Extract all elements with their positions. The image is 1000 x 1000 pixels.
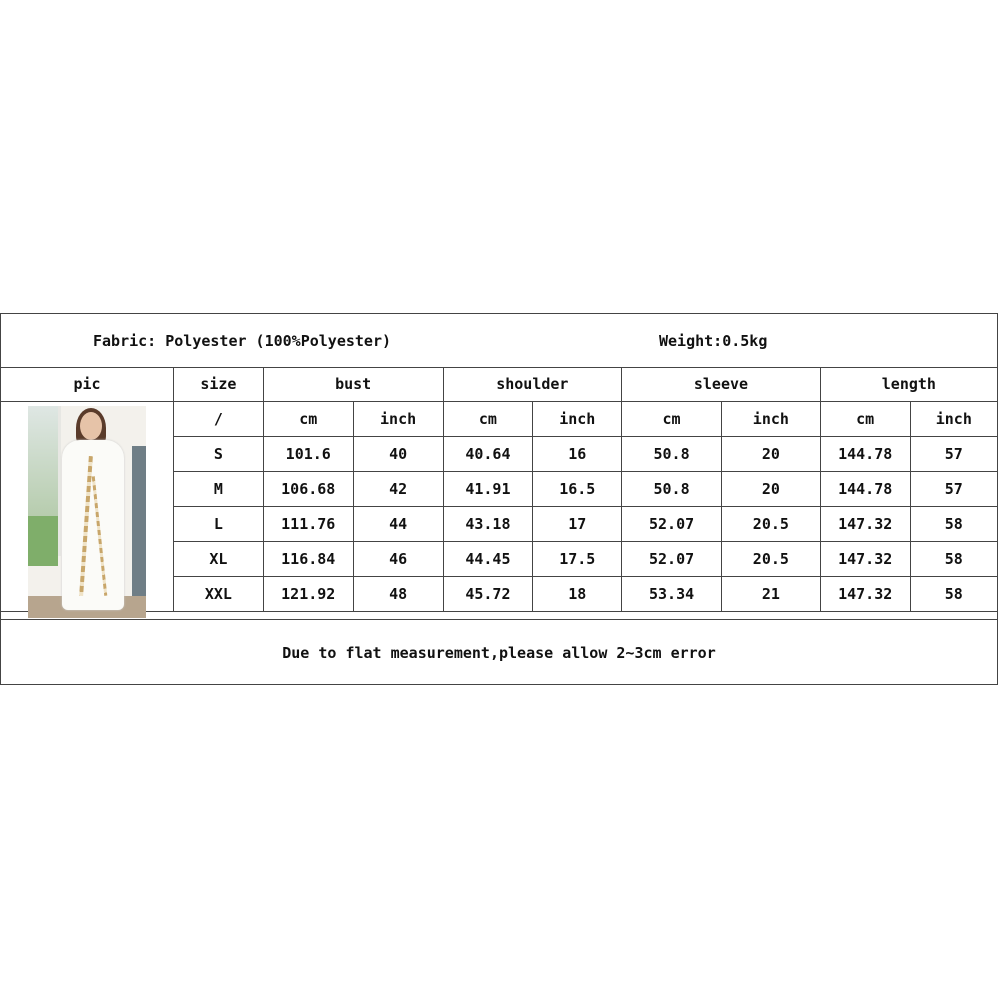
table-cell: 43.18 bbox=[443, 506, 533, 541]
table-cell: 58 bbox=[910, 506, 997, 541]
unit-cell: inch bbox=[721, 401, 820, 436]
product-photo-cell bbox=[1, 401, 174, 611]
table-cell: 20 bbox=[721, 471, 820, 506]
size-cell: XXL bbox=[174, 576, 264, 611]
size-cell: M bbox=[174, 471, 264, 506]
size-cell: L bbox=[174, 506, 264, 541]
column-header-length: length bbox=[820, 368, 997, 401]
table-cell: 144.78 bbox=[820, 471, 910, 506]
table-cell: 52.07 bbox=[622, 506, 722, 541]
table-cell: 111.76 bbox=[263, 506, 353, 541]
unit-row bbox=[1, 401, 997, 436]
unit-cell: cm bbox=[622, 401, 722, 436]
table-cell: 48 bbox=[353, 576, 443, 611]
unit-cell: cm bbox=[820, 401, 910, 436]
table-cell: 44.45 bbox=[443, 541, 533, 576]
table-cell: 144.78 bbox=[820, 436, 910, 471]
table-cell: 40.64 bbox=[443, 436, 533, 471]
table-cell: 16 bbox=[533, 436, 622, 471]
table-cell: 57 bbox=[910, 471, 997, 506]
header-row bbox=[1, 368, 997, 401]
table-cell: 147.32 bbox=[820, 576, 910, 611]
table-cell: 53.34 bbox=[622, 576, 722, 611]
size-chart bbox=[0, 313, 998, 685]
table-cell: 20.5 bbox=[721, 541, 820, 576]
size-table bbox=[1, 368, 997, 612]
table-cell: 57 bbox=[910, 436, 997, 471]
table-cell: 50.8 bbox=[622, 436, 722, 471]
table-cell: 20.5 bbox=[721, 506, 820, 541]
unit-cell: / bbox=[174, 401, 264, 436]
product-photo bbox=[28, 406, 146, 618]
table-cell: 17.5 bbox=[533, 541, 622, 576]
column-header-pic: pic bbox=[1, 368, 174, 401]
unit-cell: cm bbox=[443, 401, 533, 436]
table-cell: 52.07 bbox=[622, 541, 722, 576]
table-cell: 44 bbox=[353, 506, 443, 541]
table-cell: 42 bbox=[353, 471, 443, 506]
table-cell: 58 bbox=[910, 541, 997, 576]
unit-cell: inch bbox=[910, 401, 997, 436]
unit-cell: inch bbox=[353, 401, 443, 436]
fabric-label: Fabric: Polyester (100%Polyester) bbox=[93, 332, 392, 350]
measurement-note: Due to flat measurement,please allow 2~3cm error bbox=[1, 619, 997, 685]
table-cell: 20 bbox=[721, 436, 820, 471]
table-cell: 45.72 bbox=[443, 576, 533, 611]
table-cell: 106.68 bbox=[263, 471, 353, 506]
table-cell: 147.32 bbox=[820, 541, 910, 576]
column-header-bust: bust bbox=[263, 368, 443, 401]
table-cell: 41.91 bbox=[443, 471, 533, 506]
table-cell: 16.5 bbox=[533, 471, 622, 506]
column-header-sleeve: sleeve bbox=[622, 368, 821, 401]
table-cell: 147.32 bbox=[820, 506, 910, 541]
table-cell: 121.92 bbox=[263, 576, 353, 611]
table-cell: 21 bbox=[721, 576, 820, 611]
table-cell: 58 bbox=[910, 576, 997, 611]
table-cell: 116.84 bbox=[263, 541, 353, 576]
column-header-shoulder: shoulder bbox=[443, 368, 622, 401]
unit-cell: cm bbox=[263, 401, 353, 436]
table-cell: 50.8 bbox=[622, 471, 722, 506]
table-cell: 18 bbox=[533, 576, 622, 611]
table-cell: 101.6 bbox=[263, 436, 353, 471]
column-header-size: size bbox=[174, 368, 264, 401]
weight-label: Weight:0.5kg bbox=[659, 332, 768, 350]
size-cell: XL bbox=[174, 541, 264, 576]
info-row bbox=[1, 314, 997, 368]
size-cell: S bbox=[174, 436, 264, 471]
table-cell: 46 bbox=[353, 541, 443, 576]
unit-cell: inch bbox=[533, 401, 622, 436]
table-cell: 40 bbox=[353, 436, 443, 471]
table-cell: 17 bbox=[533, 506, 622, 541]
